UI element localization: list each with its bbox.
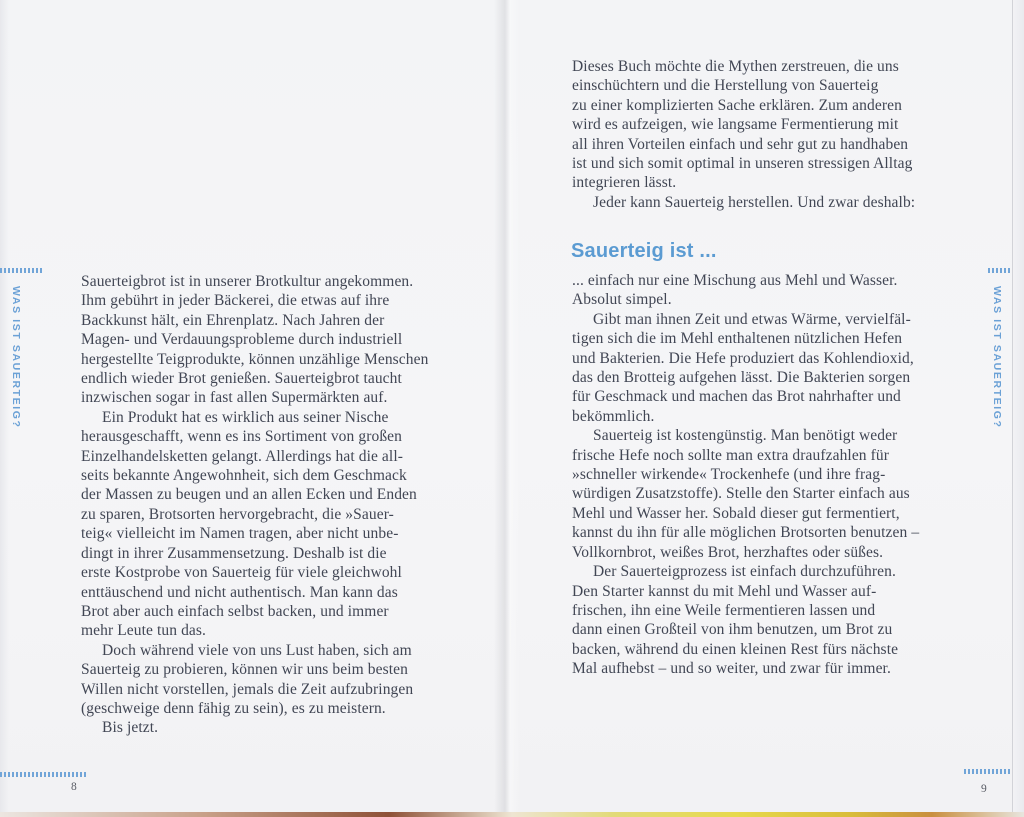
page-number-right: 9 (981, 783, 987, 795)
text-line: erste Kostprobe von Sauerteig für viele gleichwohl (81, 564, 402, 582)
text-line: kannst du ihn für alle möglichen Brotsorten benutzen – (572, 524, 920, 542)
text-line: enttäuschend und nicht authentisch. Man kann das (81, 583, 398, 601)
text-line: frischen, ihn eine Weile fermentieren lassen und (572, 601, 876, 619)
chapter-tab-label: WAS IST SAUERTEIG? (10, 286, 22, 429)
text-line: inzwischen sogar in fast allen Supermärkten auf. (81, 389, 388, 407)
text-line: Der Sauerteigprozess ist einfach durchzuführen. (593, 563, 896, 581)
section-heading: Sauerteig ist ... (571, 240, 717, 262)
page-number-left: 8 (71, 781, 77, 793)
book-bottom-edge (0, 812, 1024, 817)
tab-stripe-bar (0, 268, 42, 273)
text-line: einschüchtern und die Herstellung von Sauerteig (572, 77, 879, 95)
text-line: Backkunst hält, ein Ehrenplatz. Nach Jahren der (81, 311, 385, 329)
text-line: Dieses Buch möchte die Mythen zerstreuen, die uns (572, 58, 899, 75)
text-line: all ihren Vorteilen einfach und sehr gut zu handhaben (572, 135, 909, 153)
text-line: herausgeschafft, wenn es ins Sortiment von großen (81, 428, 402, 446)
right-page-body-text (572, 271, 962, 679)
text-line: Vollkornbrot, weißes Brot, herzhaftes oder süßes. (572, 543, 884, 561)
right-scan-edge (1013, 0, 1024, 812)
left-page-body-text (81, 272, 481, 738)
text-line: Den Starter kannst du mit Mehl und Wasser auf- (572, 582, 877, 600)
text-line: Doch während viele von uns Lust haben, sich am (102, 641, 412, 659)
text-line: Jeder kann Sauerteig herstellen. Und zwar deshalb: (593, 193, 916, 211)
text-line: Gibt man ihnen Zeit und etwas Wärme, vervielfäl- (593, 310, 911, 328)
text-line: »schneller wirkende« Trockenhefe (und ihre frag- (572, 466, 886, 484)
text-line: ... einfach nur eine Mischung aus Mehl und Wasser. (572, 272, 898, 289)
text-line: backen, während du einen kleinen Rest fürs nächste (572, 640, 899, 658)
page-gutter (494, 0, 520, 812)
text-line: dann einen Großteil von ihm benutzen, um Brot zu (572, 621, 893, 639)
text-line: Bis jetzt. (102, 719, 159, 737)
text-line: Absolut simpel. (572, 291, 672, 309)
text-line: Ein Produkt hat es wirklich aus seiner Nische (102, 408, 389, 426)
text-line: wird es aufzeigen, wie langsame Fermentierung mit (572, 116, 899, 134)
text-line: zu einer komplizierten Sache erklären. Zum anderen (572, 96, 902, 114)
folio-stripe-bar-left (0, 772, 88, 777)
text-line: zu sparen, Brotsorten hervorgebracht, die »Sauer- (81, 505, 394, 523)
text-line: tigen sich die im Mehl enthaltenen nützlichen Hefen (572, 330, 903, 348)
text-line: Ihm gebührt in jeder Bäckerei, die etwas auf ihre (81, 292, 390, 310)
text-line: Sauerteigbrot ist in unserer Brotkultur angekommen. (81, 273, 414, 290)
chapter-tab-label: WAS IST SAUERTEIG? (991, 286, 1003, 429)
text-line: frische Hefe noch sollte man extra draufzahlen für (572, 446, 890, 464)
text-line: Brot aber auch einfach selbst backen, und immer (81, 602, 389, 620)
text-line: Sauerteig zu probieren, können wir uns beim besten (81, 661, 408, 679)
text-line: das den Brotteig aufgehen lässt. Die Bakterien sorgen (572, 369, 911, 387)
text-line: Einzelhandelsketten gelangt. Allerdings hat die all- (81, 447, 403, 465)
right-page-intro-text (572, 57, 962, 212)
text-line: integrieren lässt. (572, 174, 677, 192)
text-line: würdigen Zusatzstoffe). Stelle den Starter einfach aus (572, 485, 910, 503)
text-line: und Bakterien. Die Hefe produziert das Kohlendioxid, (572, 349, 914, 367)
text-line: hergestellte Teigprodukte, können unzählige Menschen (81, 350, 429, 368)
text-line: seits bekannte Angewohnheit, sich dem Geschmack (81, 467, 407, 485)
text-line: teig« vielleicht im Namen tragen, aber nicht unbe- (81, 525, 399, 543)
text-line: dingt in ihrer Zusammensetzung. Deshalb ist die (81, 544, 387, 562)
folio-stripe-bar-right (964, 769, 1013, 774)
text-line: Mehl und Wasser her. Sobald dieser gut fermentiert, (572, 504, 900, 522)
text-line: endlich wieder Brot genießen. Sauerteigbrot taucht (81, 370, 402, 388)
text-line: Willen nicht vorstellen, jemals die Zeit aufzubringen (81, 680, 414, 698)
text-line: ist und sich somit optimal in unseren stressigen Alltag (572, 155, 913, 173)
text-line: Sauerteig ist kostengünstig. Man benötigt weder (593, 427, 898, 445)
tab-stripe-bar (988, 268, 1014, 273)
text-line: mehr Leute tun das. (81, 622, 206, 640)
text-line: Mal aufhebst – und so weiter, und zwar für immer. (572, 660, 891, 678)
chapter-tab-left (0, 268, 44, 428)
text-line: für Geschmack und machen das Brot nahrhafter und (572, 388, 901, 406)
text-line: bekömmlich. (572, 407, 655, 425)
text-line: der Massen zu beugen und an allen Ecken und Enden (81, 486, 417, 504)
text-line: Magen- und Verdauungsprobleme durch industriell (81, 331, 403, 349)
text-line: (geschweige denn fähig zu sein), es zu meistern. (81, 699, 386, 717)
